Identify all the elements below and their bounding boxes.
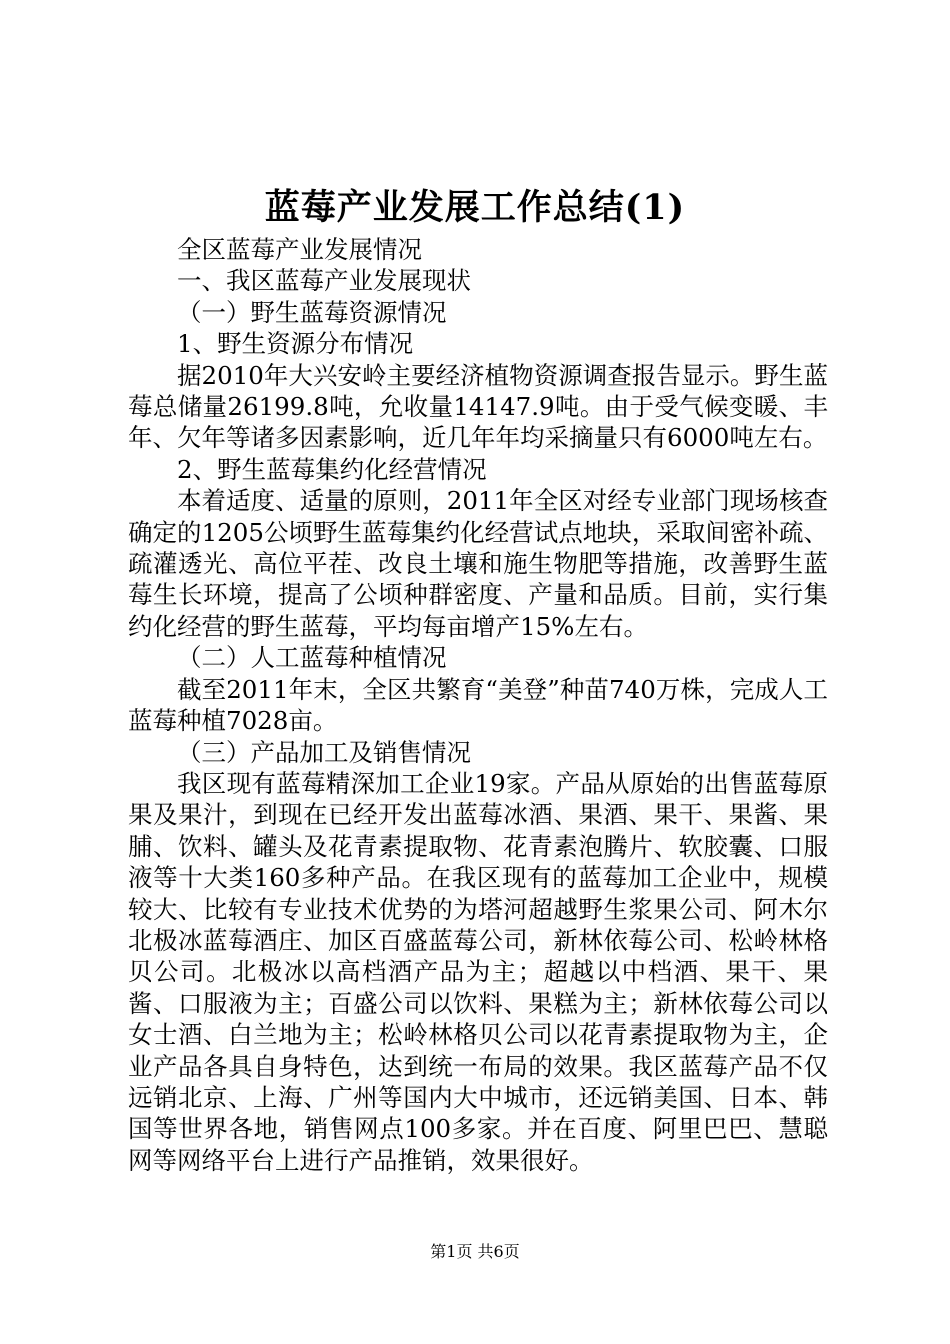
heading-item-1: 1、野生资源分布情况 bbox=[177, 329, 414, 359]
heading-subsection-1: （一）野生蓝莓资源情况 bbox=[177, 297, 447, 327]
heading-subsection-3: （三）产品加工及销售情况 bbox=[177, 737, 471, 767]
document-title: 蓝莓产业发展工作总结(1) bbox=[264, 187, 686, 228]
heading-subsection-2: （二）人工蓝莓种植情况 bbox=[177, 643, 447, 673]
body-paragraph: 本着适度、适量的原则，2011年全区对经专业部门现场核查确定的1205公顷野生蓝莓集约化经营试点地块，采取间密补疏、疏灌透光、高位平茬、改良土壤和施生物肥等措施，改善野生蓝莓生长环境，提高了公顷种群密度、产量和品质。目前，实行集约化经营的野生蓝莓，平均每亩增产15%左右。 bbox=[128, 486, 828, 641]
heading-overview: 全区蓝莓产业发展情况 bbox=[177, 235, 422, 264]
heading-section-1: 一、我区蓝莓产业发展现状 bbox=[177, 266, 471, 296]
body-paragraph: 据2010年大兴安岭主要经济植物资源调查报告显示。野生蓝莓总储量26199.8吨，允收量14147.9吨。由于受气候变暖、丰年、欠年等诸多因素影响，近几年年均采摘量只有6000吨左右。 bbox=[128, 360, 828, 453]
heading-item-2: 2、野生蓝莓集约化经营情况 bbox=[177, 454, 487, 484]
page-footer: 第1页 共6页 bbox=[430, 1242, 520, 1261]
document-body bbox=[128, 234, 828, 1176]
body-paragraph: 截至2011年末，全区共繁育“美登”种苗740万株，完成人工蓝莓种植7028亩。 bbox=[128, 674, 828, 736]
body-paragraph: 我区现有蓝莓精深加工企业19家。产品从原始的出售蓝莓原果及果汁，到现在已经开发出蓝莓冰酒、果酒、果干、果酱、果脯、饮料、罐头及花青素提取物、花青素泡腾片、软胶囊、口服液等十大类160多种产品。在我区现有的蓝莓加工企业中，规模较大、比较有专业技术优势的为塔河超越野生浆果公司、阿木尔北极冰蓝莓酒庄、加区百盛蓝莓公司，新林依莓公司、松岭林格贝公司。北极冰以高档酒产品为主；超越以中档酒、果干、果酱、口服液为主；百盛公司以饮料、果糕为主；新林依莓公司以女士酒、白兰地为主；松岭林格贝公司以花青素提取物为主，企业产品各具自身特色，达到统一布局的效果。我区蓝莓产品不仅远销北京、上海、广州等国内大中城市，还远销美国、日本、韩国等世界各地，销售网点100多家。并在百度、阿里巴巴、慧聪网等网络平台上进行产品推销，效果很好。 bbox=[128, 768, 828, 1175]
